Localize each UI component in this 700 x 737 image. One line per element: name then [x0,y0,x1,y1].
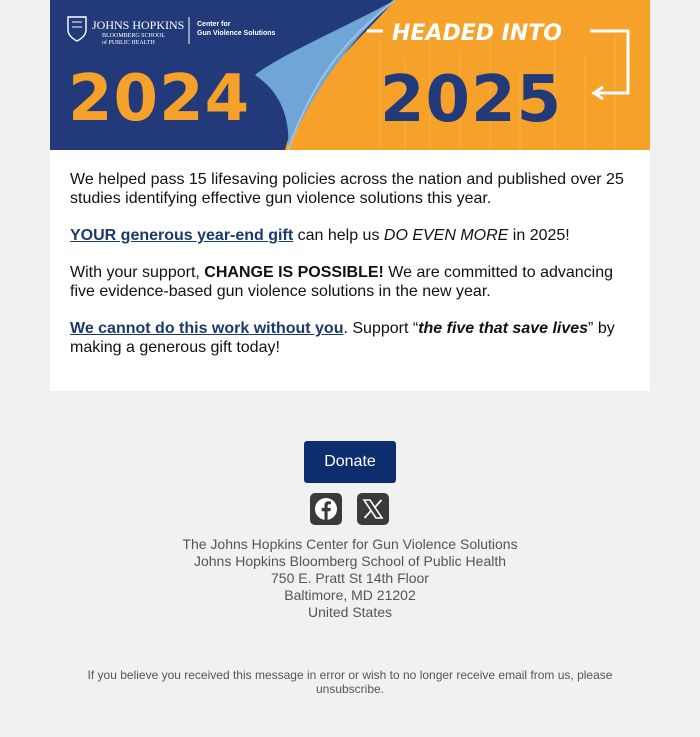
headline-headed-into: HEADED INTO [392,21,562,46]
organization-address [0,536,700,621]
change-is-possible-text: CHANGE IS POSSIBLE! [204,264,384,281]
do-even-more-text: DO EVEN MORE [383,227,509,244]
center-name-line2: Gun Violence Solutions [197,30,276,37]
cannot-do-without-you-link[interactable]: We cannot do this work without you [70,320,344,337]
address-line-country: United States [307,604,393,620]
unsubscribe-note[interactable]: If you believe you received this message in error or wish to no longer receive email from us, please unsubscribe. [87,668,613,696]
address-line-street: 750 E. Pratt St 14th Floor [271,570,429,586]
paragraph-call-to-action: We cannot do this work without you. Support “the five that save lives” by making a generous gift today! [70,320,615,356]
year-2025: 2025 [380,63,563,137]
x-icon[interactable] [357,493,389,525]
org-name-line3: of PUBLIC HEALTH [102,40,155,46]
facebook-icon[interactable] [310,493,342,525]
org-name-line2: BLOOMBERG SCHOOL [102,33,166,39]
header-banner [50,0,650,150]
banner-graphic [50,0,650,150]
email-card [50,0,650,391]
address-line-school: Johns Hopkins Bloomberg School of Public Health [193,553,507,569]
address-line-city: Baltimore, MD 21202 [284,587,416,603]
email-body [70,170,630,375]
paragraph-gift: YOUR generous year-end gift can help us DO EVEN MORE in 2025! [70,227,570,244]
five-that-save-lives-text: the five that save lives [418,320,589,337]
donate-button[interactable]: Donate [304,441,396,483]
org-name-line1: JOHNS HOPKINS [92,18,185,32]
paragraph-support: With your support, CHANGE IS POSSIBLE! We are committed to advancing five evidence-based gun violence solutions in the new year. [70,264,614,300]
year-end-gift-link[interactable]: YOUR generous year-end gift [70,227,294,244]
paragraph-accomplishments: We helped pass 15 lifesaving policies across the nation and published over 25 studies identifying effective gun violence solutions this year. [70,171,624,207]
center-name-line1: Center for [197,21,231,28]
address-line-org: The Johns Hopkins Center for Gun Violence Solutions [182,536,518,552]
year-2024: 2024 [68,62,251,136]
